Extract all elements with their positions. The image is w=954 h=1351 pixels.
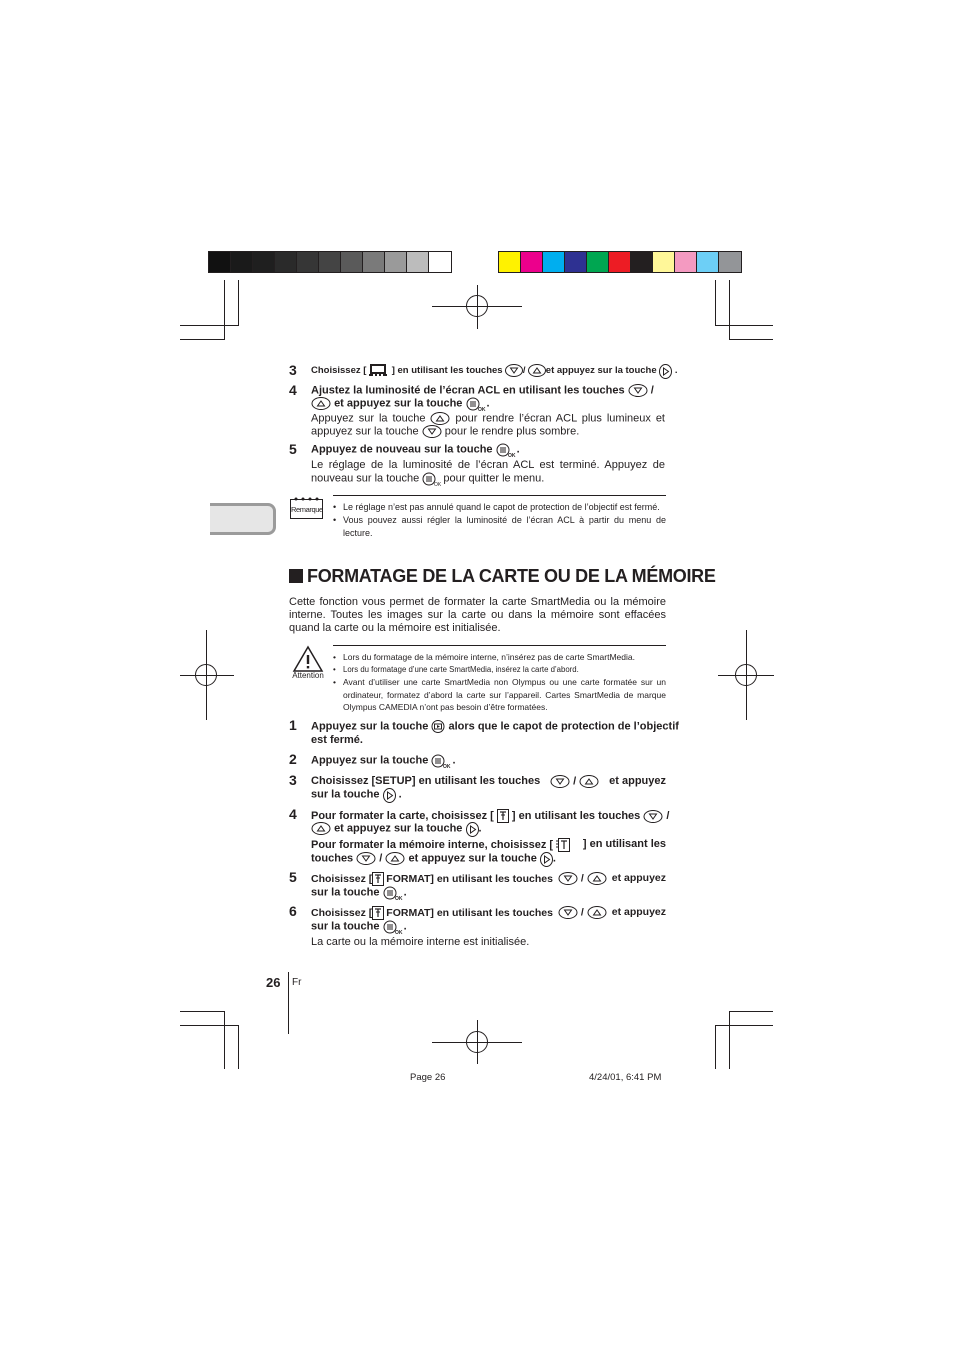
warning-icon (293, 646, 323, 672)
color-calibration-bar (498, 251, 742, 273)
play-button-icon (431, 720, 445, 733)
color-swatch (385, 252, 407, 272)
color-swatch (407, 252, 429, 272)
remarque-label: Remarque (291, 505, 323, 514)
color-swatch (587, 252, 609, 272)
arrow-up-button-icon (579, 775, 599, 788)
registration-mark (735, 664, 757, 686)
ok-menu-button-icon (383, 920, 403, 936)
registration-mark (195, 664, 217, 686)
color-swatch (319, 252, 341, 272)
internal-memory-format-icon (556, 838, 570, 852)
arrow-up-button-icon (385, 852, 405, 865)
arrow-right-button-icon (466, 822, 479, 835)
remarque-icon (290, 499, 323, 519)
step-number: 1 (289, 717, 297, 733)
step-number: 3 (289, 362, 297, 378)
section-intro: Cette fonction vous permet de formater la carte SmartMedia ou la mémoire interne. Toutes les images sur la carte ou dans la mémoire sont effacées quand la carte ou la mémoire est initialisée. (289, 596, 666, 634)
arrow-up-button-icon (430, 412, 450, 425)
card-format-icon (497, 809, 509, 823)
svg-text:OK: OK (507, 453, 516, 459)
grayscale-calibration-bar (208, 251, 452, 273)
step-text: Ajustez la luminosité de l’écran ACL en utilisant les touches / (311, 384, 654, 397)
print-page-label: Page 26 (410, 1072, 446, 1083)
step-text: Choisissez [SETUP] en utilisant les touches / et appuyez (311, 775, 666, 788)
divider (333, 495, 666, 496)
monitor-icon (369, 364, 389, 377)
color-swatch (609, 252, 631, 272)
list-item: • Lors du formatage de la mémoire interne, n’insérez pas de carte SmartMedia. (333, 652, 635, 662)
list-item: • Avant d’utiliser une carte SmartMedia non Olympus ou une carte formatée sur un ordinateur, formatez d’abord la carte sur l’appareil. Cartes SmartMedia de marque Olympus CAMEDIA n’ont pas besoin d’être formatées. (333, 677, 666, 712)
step-text: Choisissez [ FORMAT] en utilisant les touches / et appuyez (311, 872, 666, 885)
color-swatch (543, 252, 565, 272)
step-text: est fermé. (311, 734, 363, 746)
list-item: • Lors du formatage d’une carte SmartMedia, insérez la carte d’abord. (333, 664, 579, 674)
step-text: sur la touche OK . (311, 886, 407, 902)
ok-menu-button-icon (466, 397, 485, 413)
svg-text:OK: OK (443, 764, 451, 770)
arrow-down-button-icon (558, 872, 578, 885)
step-text: Choisissez [ FORMAT] en utilisant les touches / et appuyez (311, 906, 666, 919)
svg-text:OK: OK (477, 407, 485, 413)
color-swatch (253, 252, 275, 272)
color-swatch (631, 252, 653, 272)
page-number: 26 (266, 975, 281, 990)
list-item: • Le réglage n’est pas annulé quand le capot de protection de l’objectif est fermé. (333, 502, 660, 512)
step-text: et appuyez sur la touche OK . (311, 397, 490, 410)
arrow-down-button-icon (505, 364, 520, 377)
step-number: 6 (289, 903, 297, 919)
arrow-right-button-icon (659, 364, 672, 377)
registration-mark (466, 1031, 488, 1053)
language-code: Fr (292, 977, 302, 988)
square-bullet-icon (289, 569, 303, 583)
list-item: • Vous pouvez aussi régler la luminosité de l’écran ACL à partir du menu de lecture. (333, 515, 666, 538)
color-swatch (499, 252, 521, 272)
section-title: FORMATAGE DE LA CARTE OU DE LA MÉMOIRE (289, 565, 716, 587)
arrow-right-button-icon (540, 852, 553, 865)
step-number: 3 (289, 772, 297, 788)
color-swatch (341, 252, 363, 272)
attention-label: Attention (292, 671, 324, 680)
step-text: touches / et appuyez sur la touche . (311, 852, 556, 865)
step-text: Appuyez sur la touche alors que le capot de protection de l’objectif (311, 720, 679, 733)
arrow-up-button-icon (528, 364, 543, 377)
remarque-list (333, 501, 666, 540)
arrow-down-button-icon (558, 906, 578, 919)
step-text: sur la touche . (311, 788, 402, 801)
color-swatch (675, 252, 697, 272)
color-swatch (297, 252, 319, 272)
step-text: sur la touche OK . (311, 920, 407, 936)
arrow-up-button-icon (311, 397, 331, 410)
step-number: 4 (289, 382, 297, 398)
color-swatch (209, 252, 231, 272)
arrow-down-button-icon (356, 852, 376, 865)
attention-list (333, 651, 666, 714)
ok-menu-button-icon (383, 886, 403, 902)
step-number: 5 (289, 441, 297, 457)
color-swatch (363, 252, 385, 272)
ok-menu-button-icon (496, 443, 516, 459)
print-date-label: 4/24/01, 6:41 PM (589, 1072, 662, 1083)
step-text: Pour formater la carte, choisissez [ ] en utilisant les touches / (311, 809, 670, 822)
color-swatch (565, 252, 587, 272)
step-text: et appuyez sur la touche . (311, 822, 482, 835)
ok-menu-button-icon (431, 754, 451, 770)
step-text: Choisissez [ ] en utilisant les touches / et appuyez sur la touche . (311, 364, 678, 377)
svg-text:OK: OK (394, 930, 403, 936)
color-swatch (697, 252, 719, 272)
color-swatch (521, 252, 543, 272)
arrow-down-button-icon (643, 810, 663, 823)
card-format-icon (372, 872, 384, 886)
step-body: Appuyez sur la touche pour rendre l’écran ACL plus lumineux et appuyez sur la touche pour le rendre plus sombre. (311, 412, 665, 438)
arrow-up-button-icon (587, 872, 607, 885)
arrow-down-button-icon (628, 384, 648, 397)
svg-text:OK: OK (394, 896, 403, 902)
color-swatch (429, 252, 451, 272)
step-text: Pour formater la mémoire interne, choisissez [ ] en utilisant les (311, 838, 666, 851)
section-tab (210, 503, 276, 535)
color-swatch (653, 252, 675, 272)
ok-menu-button-icon (422, 472, 442, 488)
arrow-up-button-icon (587, 906, 607, 919)
color-swatch (275, 252, 297, 272)
color-swatch (231, 252, 253, 272)
divider (333, 645, 666, 646)
step-number: 5 (289, 869, 297, 885)
card-format-icon (372, 906, 384, 920)
footer-divider (288, 972, 289, 1034)
registration-mark (466, 295, 488, 317)
step-body: La carte ou la mémoire interne est initialisée. (311, 936, 530, 948)
step-text: Appuyez de nouveau sur la touche OK . (311, 443, 520, 459)
step-body: Le réglage de la luminosité de l’écran ACL est terminé. Appuyez de nouveau sur la touche OK pour quitter le menu. (311, 459, 665, 488)
arrow-right-button-icon (383, 788, 396, 801)
arrow-down-button-icon (422, 425, 442, 438)
step-number: 2 (289, 751, 297, 767)
color-swatch (719, 252, 741, 272)
step-number: 4 (289, 806, 297, 822)
arrow-up-button-icon (311, 822, 331, 835)
step-text: Appuyez sur la touche OK . (311, 754, 456, 770)
svg-text:OK: OK (434, 482, 442, 488)
arrow-down-button-icon (550, 775, 570, 788)
